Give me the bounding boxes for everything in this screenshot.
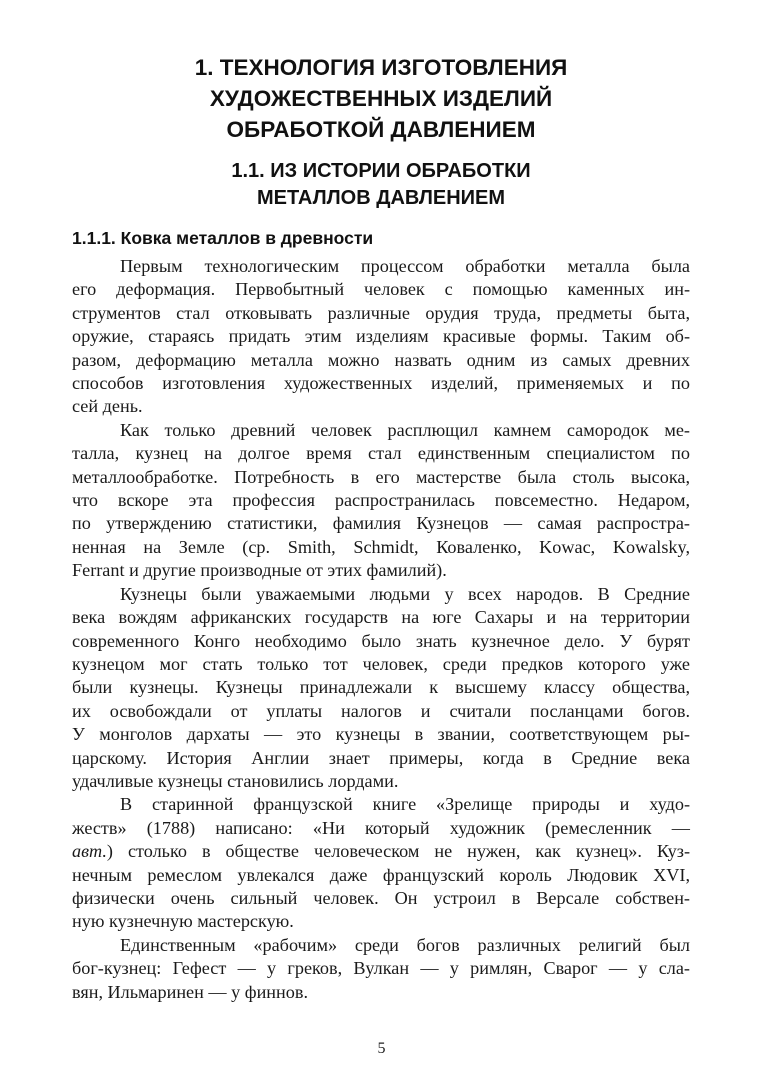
text-line: его деформация. Первобытный человек с помощью каменных ин- — [72, 279, 690, 300]
body-text — [72, 255, 690, 1004]
page-number: 5 — [377, 1040, 386, 1057]
text-line: физически очень сильный человек. Он устроил в Версале собствен- — [72, 887, 690, 908]
text-line: У монголов дархаты — это кузнецы в звании, соответствующем ры- — [72, 724, 690, 745]
text-line: Как только древний человек расплющил камнем самородок ме- — [120, 419, 690, 440]
paragraph — [72, 419, 690, 583]
text-line: сей день. — [72, 396, 143, 417]
text-line: разом, деформацию металла можно назвать одним из самых древних — [72, 349, 690, 370]
text-line: века вождям африканских государств на юге Сахары и на территории — [72, 607, 690, 628]
text-line: ненная на Земле (ср. Smith, Schmidt, Коваленко, Kowac, Kowalsky, — [72, 536, 690, 557]
paragraph — [72, 255, 690, 419]
text-line: Первым технологическим процессом обработки металла была — [120, 256, 690, 276]
section-title-line: 1.1. ИЗ ИСТОРИИ ОБРАБОТКИ — [231, 160, 531, 182]
text-line: оружие, стараясь придать этим изделиям красивые формы. Таким об- — [72, 326, 690, 347]
text-line: бог-кузнец: Гефест — у греков, Вулкан — у римлян, Сварог — у сла- — [72, 958, 690, 979]
section-title-line: МЕТАЛЛОВ ДАВЛЕНИЕМ — [256, 187, 506, 209]
text-line: их освобождали от уплаты налогов и считали посланцами богов. — [72, 700, 690, 721]
paragraph — [72, 793, 690, 933]
text-line: способов изготовления художественных изделий, применяемых и по — [72, 373, 690, 394]
page-content — [72, 52, 690, 1004]
text-line: удачливые кузнецы становились лордами. — [72, 770, 399, 791]
text-line: Кузнецы были уважаемыми людьми у всех народов. В Средние — [120, 583, 690, 604]
chapter-title-line: ХУДОЖЕСТВЕННЫХ ИЗДЕЛИЙ — [209, 86, 553, 111]
chapter-title-line: ОБРАБОТКОЙ ДАВЛЕНИЕМ — [226, 117, 536, 142]
subsection-title: 1.1.1. Ковка металлов в древности — [72, 228, 374, 248]
text-line: В старинной французской книге «Зрелище природы и худо- — [120, 794, 690, 815]
text-line: современного Конго необходимо было знать кузнечное дело. У бурят — [72, 630, 690, 651]
section-title — [72, 158, 690, 212]
text-line: кузнецом мог стать только тот человек, среди предков которого уже — [72, 653, 690, 674]
text-line: ную кузнечную мастерскую. — [72, 911, 294, 932]
text-line: Единственным «рабочим» среди богов различных религий был — [120, 934, 690, 955]
text-line: что вскоре эта профессия распространилась повсеместно. Недаром, — [72, 490, 690, 511]
chapter-title-line: 1. ТЕХНОЛОГИЯ ИЗГОТОВЛЕНИЯ — [194, 55, 568, 80]
text-line: талла, кузнец на долгое время стал единственным специалистом по — [72, 443, 690, 464]
text-line: жеств» (1788) написано: «Ни который художник (ремесленник — — [72, 817, 690, 838]
paragraph — [72, 934, 690, 1004]
text-line: Ferrant и другие производные от этих фамилий). — [72, 560, 447, 581]
text-line: были кузнецы. Кузнецы принадлежали к высшему классу общества, — [72, 677, 690, 698]
chapter-title — [72, 52, 690, 145]
text-line: струментов стал отковывать различные орудия труда, предметы быта, — [72, 302, 690, 323]
text-line: авт.) столько в обществе человеческом не нужен, как кузнец». Куз- — [72, 841, 690, 862]
text-line: нечным ремеслом увлекался даже французский король Людовик XVI, — [72, 864, 690, 885]
text-line: металлообработке. Потребность в его мастерстве была столь высока, — [72, 466, 690, 487]
paragraph — [72, 583, 690, 794]
text-line: вян, Ильмаринен — у финнов. — [72, 981, 309, 1002]
text-line: царскому. История Англии знает примеры, когда в Средние века — [72, 747, 690, 768]
text-line: по утверждению статистики, фамилия Кузнецов — самая распростра- — [72, 513, 690, 534]
